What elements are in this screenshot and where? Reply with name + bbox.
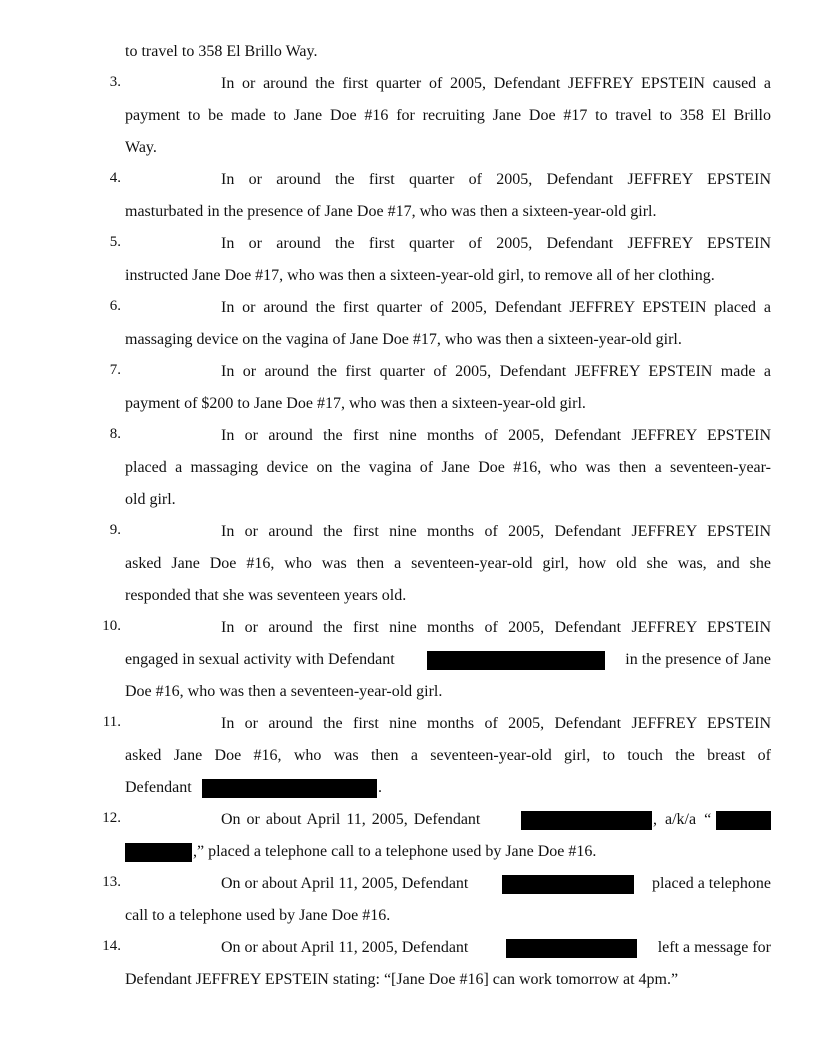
- paragraph-line: masturbated in the presence of Jane Doe #17, who was then a sixteen-year-old girl.: [125, 203, 657, 220]
- paragraph-line: Defendant JEFFREY EPSTEIN stating: “[Jane Doe #16] can work tomorrow at 4pm.”: [125, 971, 679, 988]
- paragraph-line: [125, 842, 771, 874]
- paragraph-line: [221, 874, 771, 906]
- paragraph-line: placed a massaging device on the vagina of Jane Doe #16, who was then a seventeen-year-: [125, 459, 771, 476]
- carryover-line: to travel to 358 El Brillo Way.: [125, 43, 318, 60]
- line-segment: left a message for: [657, 939, 771, 956]
- paragraph-number: 4.: [109, 170, 121, 186]
- paragraph-line: old girl.: [125, 491, 176, 508]
- redaction-box: [506, 939, 637, 958]
- paragraph-line: In or around the first nine months of 2005, Defendant JEFFREY EPSTEIN: [221, 715, 771, 732]
- line-segment: On or about April 11, 2005, Defendant: [221, 939, 469, 956]
- paragraph-line: [125, 778, 771, 810]
- paragraph-line: payment to be made to Jane Doe #16 for recruiting Jane Doe #17 to travel to 358 El Brillo: [125, 107, 771, 124]
- redaction-box: [427, 651, 605, 670]
- paragraph-line: call to a telephone used by Jane Doe #16.: [125, 907, 391, 924]
- paragraph-line: [221, 938, 771, 970]
- paragraph-line: In or around the first quarter of 2005, Defendant JEFFREY EPSTEIN caused a: [221, 75, 771, 92]
- paragraph-number: 5.: [109, 234, 121, 250]
- redaction-box: [202, 779, 377, 798]
- paragraph-number: 14.: [102, 938, 121, 954]
- line-segment: On or about April 11, 2005, Defendant: [221, 875, 469, 892]
- line-segment: in the presence of Jane: [625, 651, 771, 668]
- paragraph-line: In or around the first quarter of 2005, Defendant JEFFREY EPSTEIN: [221, 235, 771, 252]
- paragraph-number: 7.: [109, 362, 121, 378]
- paragraph-line: massaging device on the vagina of Jane Doe #17, who was then a sixteen-year-old girl.: [125, 331, 682, 348]
- line-segment: Defendant: [125, 779, 192, 796]
- paragraph-line: In or around the first nine months of 2005, Defendant JEFFREY EPSTEIN: [221, 427, 771, 444]
- line-segment: , a/k/a “: [653, 811, 712, 828]
- paragraph-line: asked Jane Doe #16, who was then a seventeen-year-old girl, to touch the breast of: [125, 747, 771, 764]
- paragraph-number: 11.: [102, 714, 121, 730]
- line-segment: .: [378, 779, 382, 796]
- line-segment: ,” placed a telephone call to a telephone used by Jane Doe #16.: [193, 843, 597, 860]
- paragraph-number: 13.: [102, 874, 121, 890]
- line-segment: On or about April 11, 2005, Defendant: [221, 811, 481, 828]
- paragraph-number: 12.: [102, 810, 121, 826]
- redaction-box: [502, 875, 634, 894]
- line-segment: placed a telephone: [651, 875, 771, 892]
- paragraph-line: In or around the first quarter of 2005, Defendant JEFFREY EPSTEIN: [221, 171, 771, 188]
- paragraph-line: responded that she was seventeen years old.: [125, 587, 407, 604]
- paragraph-line: asked Jane Doe #16, who was then a seventeen-year-old girl, how old she was, and she: [125, 555, 771, 572]
- paragraph-line: instructed Jane Doe #17, who was then a sixteen-year-old girl, to remove all of her clothing.: [125, 267, 715, 284]
- paragraph-number: 10.: [102, 618, 121, 634]
- paragraph-line: [221, 810, 771, 842]
- paragraph-line: Doe #16, who was then a seventeen-year-old girl.: [125, 683, 443, 700]
- paragraph-number: 9.: [109, 522, 121, 538]
- paragraph-line: In or around the first nine months of 2005, Defendant JEFFREY EPSTEIN: [221, 619, 771, 636]
- paragraph-line: payment of $200 to Jane Doe #17, who was then a sixteen-year-old girl.: [125, 395, 586, 412]
- paragraph-number: 6.: [109, 298, 121, 314]
- redaction-box: [716, 811, 771, 830]
- paragraph-number: 3.: [109, 74, 121, 90]
- redaction-box: [521, 811, 652, 830]
- paragraph-number: 8.: [109, 426, 121, 442]
- paragraph-line: In or around the first quarter of 2005, Defendant JEFFREY EPSTEIN placed a: [221, 299, 771, 316]
- line-segment: engaged in sexual activity with Defendant: [125, 651, 395, 668]
- paragraph-line: In or around the first nine months of 2005, Defendant JEFFREY EPSTEIN: [221, 523, 771, 540]
- paragraph-line: In or around the first quarter of 2005, Defendant JEFFREY EPSTEIN made a: [221, 363, 771, 380]
- paragraph-line: Way.: [125, 139, 157, 156]
- paragraph-line: [125, 650, 771, 682]
- redaction-box: [125, 843, 192, 862]
